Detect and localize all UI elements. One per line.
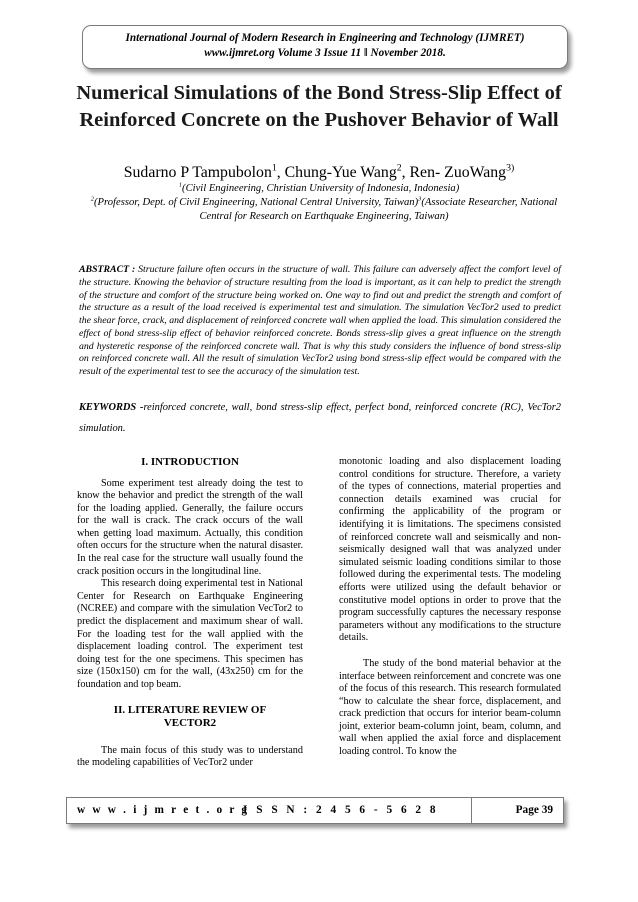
abstract-label: ABSTRACT :: [79, 264, 139, 275]
footer-issn: I S S N : 2 4 5 6 - 5 6 2 8: [243, 804, 439, 816]
author-separator: ,: [401, 164, 410, 181]
journal-header-box: [82, 25, 568, 69]
paragraph: monotonic loading and also displacement loading control conditions for structure. Therefore, a variety of the types of connections, material properties and connection details examined was crucial for confirming the applicability of the program or identifying it is limitations. The specimens consisted of reinforced concrete wall and seismically and non-seismically designed wall that was analyzed under simulated seismic loading conditions similar to those followed during the experimental tests. The modeling efforts were utilized using the default behavior or constitutive model options in order to prove that the program successfully captures the necessary response parameters without any modifications to the structure details.: [339, 456, 561, 644]
paragraph: The main focus of this study was to understand the modeling capabilities of VecTor2 under: [77, 744, 303, 769]
right-column: [339, 456, 561, 759]
journal-issue: www.ijmret.org Volume 3 Issue 11 ǁ November 2018.: [204, 47, 446, 59]
keywords-label: KEYWORDS -: [79, 402, 144, 413]
affil-3-text: (Associate Researcher, National Central for Research on Earthquake Engineering, Taiwan): [199, 197, 558, 222]
affil-1-marker: 1: [178, 181, 183, 189]
author-2: Chung-Yue Wang: [284, 164, 397, 181]
keywords-text: reinforced concrete, wall, bond stress-slip effect, perfect bond, reinforced concrete (RC), VecTor2 simulation.: [79, 402, 561, 434]
affil-1-text: (Civil Engineering, Christian University of Indonesia, Indonesia): [182, 183, 460, 194]
abstract: [79, 264, 561, 379]
title-line-2: Reinforced Concrete on the Pushover Behavior of Wall: [79, 109, 559, 131]
author-list: [20, 164, 618, 182]
affil-2-marker: 2: [90, 195, 95, 203]
affiliation-2: [74, 196, 574, 223]
affil-3-marker: 3: [418, 195, 422, 203]
journal-name: International Journal of Modern Research in Engineering and Technology (IJMRET): [125, 32, 525, 44]
paragraph: The study of the bond material behavior at the interface between reinforcement and concrete was one of the focus of this research. This research formulated “how to calculate the shear force, displacement, and crack prediction that occurs for interior beam-column joint, exterior beam-column joint, beam, column, and wall when applied the axial force and displacement loading control. To know the: [339, 657, 561, 758]
affiliation-1: [20, 183, 618, 195]
section-heading-introduction: I. INTRODUCTION: [141, 456, 239, 468]
footer-website: w w w . i j m r e t . o r g: [77, 804, 250, 816]
author-3-affil: 3): [506, 162, 515, 174]
left-column: [77, 456, 303, 770]
page-footer: [66, 797, 564, 824]
section-heading-literature-review: [77, 704, 303, 731]
paper-title: [20, 80, 618, 134]
author-2-affil: 2: [396, 162, 402, 174]
heading-line: II. LITERATURE REVIEW OF: [113, 703, 267, 716]
keywords: [79, 397, 561, 439]
page-number: Page 39: [515, 804, 553, 816]
author-1-affil: 1: [271, 162, 277, 174]
title-line-1: Numerical Simulations of the Bond Stress-Slip Effect of: [76, 82, 562, 104]
author-3: Ren- ZuoWang: [409, 164, 507, 181]
abstract-text: Structure failure often occurs in the structure of wall. This failure can adversely affect the comfort level of the structure. Knowing the behavior of structure resulting from the load is important, as it can help to predict the strength of the structure and comfort of the structure being worked on. One way to find out and predict the strength and comfort of the structure as a result of the load received is experimental test and simulation. The simulation VecTor2 used to predict the shear force, crack, and displacement of reinforced concrete wall when applied the load. This simulation considered the effect of bond stress-slip effect of behavior reinforced concrete. Bonds stress-slip gives a great influence on the strength and hysteretic response of the reinforced concrete wall. That is why this study considers the influence of bond stress-slip on reinforced concrete wall. All the result of simulation VecTor2 using bond stress-slip effect would be compared with the result of the experimental test to see the accuracy of the simulation test.: [79, 264, 561, 377]
affil-2-text: (Professor, Dept. of Civil Engineering, National Central University, Taiwan): [94, 197, 419, 208]
heading-line: VECTOR2: [163, 717, 217, 730]
paragraph: This research doing experimental test in National Center for Research on Earthquake Engineering (NCREE) and compare with the simulation VecTor2 to predict the displacement and maximum shear of wall. For the loading test for the wall applied with the displacement loading control. The experiment test doing test for the one specimens. This specimen has size (150x150) cm for the wall, (43x250) cm for the foundation and top beam.: [77, 578, 303, 690]
footer-divider: [471, 798, 472, 823]
author-1: Sudarno P Tampubolon: [123, 164, 272, 181]
author-separator: ,: [276, 164, 285, 181]
paragraph: Some experiment test already doing the test to know the behavior and predict the strength of the wall for the loading applied. Generally, the failure occurs for the wall is crack. The crack occurs of the wall when getting load maximum. Actually, this condition often occurs for the structure when the natural disaster. In the real case for the structure wall usually found the crack position occurs in the longitudinal line.: [77, 477, 303, 577]
